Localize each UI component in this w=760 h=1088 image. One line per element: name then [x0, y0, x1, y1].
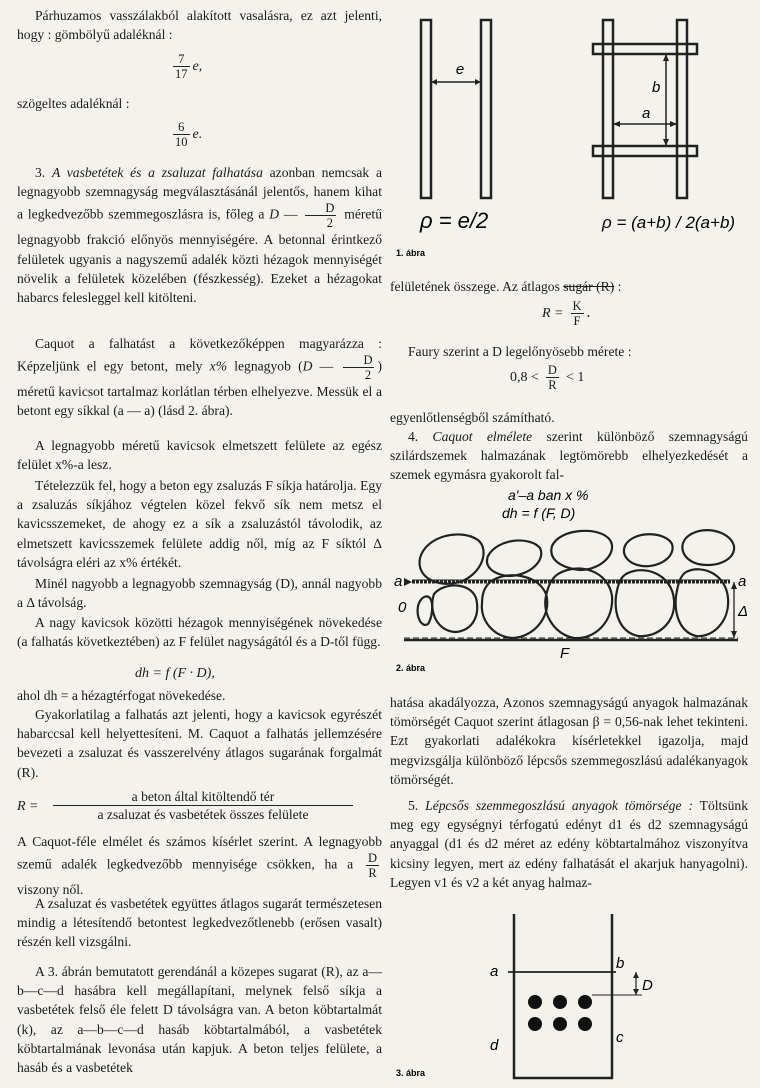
- pebble: [482, 575, 547, 638]
- paragraph: Minél nagyobb a legnagyobb szemnagyság (D), annál nagyobb a Δ távolság.: [17, 576, 382, 611]
- pebble: [545, 569, 612, 639]
- fig2-label-a-right: a: [738, 573, 747, 590]
- paragraph: szögeltes adaléknál :: [17, 96, 130, 111]
- pebble: [682, 530, 734, 565]
- section-title: A vasbetétek és a zsaluzat falhatása: [51, 165, 263, 180]
- section-title: Caquot elmélete: [432, 429, 533, 444]
- paragraph: felületének összege. Az átlagos sugár (R) :: [390, 279, 622, 294]
- section-4-paragraph: 4. Caquot elmélete szerint különböző szemnagyságú szilárdszemek halmazának legtömörebb elhelyezkedését a szemek egymásra gyakorolt fal-: [390, 429, 748, 483]
- section-3-paragraph: 3. A vasbetétek és a zsaluzat falhatása azonban nemcsak a legnagyobb szemnagyság megválasztásánál jelentős, hanem kihat a legkedvezőbb szemmegoszlásra is, főleg a D — $\frac{D}{2}$ méretű legnagyobb frakció előnyös mennyiségére. A betonnal érintkező felületek ugyanis a nagyszemű adalék közti hézagok mennyiségét növelik a felületek közelében (fészkesség). Ezeket a hézagokat habarcs felesleggel kell kitölteni.: [17, 165, 382, 306]
- pebble: [420, 534, 484, 583]
- paragraph: Caquot a falhatást a következőképpen magyarázza : Képzeljünk el egy betont, mely x% legnagyob (D — $\frac{D}{2}$ ) méretű kavicsot tartalmaz korlátlan térben elhelyezve. Messük el a betont egy síkkal (a — a) (lásd 2. ábra).: [17, 336, 382, 419]
- pebble: [487, 540, 541, 576]
- fig1-caption: 1. ábra: [396, 248, 426, 258]
- section-title: Lépcsős szemmegoszlású anyagok tömörsége :: [425, 798, 693, 813]
- rebar-dot: [553, 1017, 567, 1031]
- paragraph: hatása akadályozza, Azonos szemnagyságú anyagok halmazának tömörségét Caquot szerint átlagosan β = 0,56-nak lehet tekinteni. Ezt gyakorlati adalékokra kísérletekkel igazolja, majd megvizsgálja különböző lépcsős szemmegoszlású adalékanyagok tömörségét.: [390, 695, 748, 787]
- pebble: [551, 531, 612, 570]
- pebble: [418, 596, 433, 624]
- paragraph: A legnagyobb méretű kavicsok elmetszett felülete az egész felület x%-a lesz.: [17, 438, 382, 473]
- formula-angular: $\frac{6}{10}$ e.: [175, 120, 203, 149]
- fig1-label-a: a: [642, 105, 651, 122]
- fig1-bar-left: [421, 20, 431, 198]
- fig3-label-b: b: [616, 955, 625, 972]
- fig3-label-d: d: [490, 1037, 499, 1054]
- fig1-label-e: e: [455, 61, 465, 78]
- figure-2: [390, 478, 750, 678]
- rebar-dot: [578, 995, 592, 1009]
- section-5-paragraph: 5. Lépcsős szemmegoszlású anyagok tömörsége : Töltsünk meg egy egységnyi térfogatú edényt d1 és d2 szemnagyságú anyaggal (d1 és d2 méret az edény köbtartalmához viszonyítva kicsiny legyen, mert az edény falhatását el akarjuk hanyagolni). Legyen v1 és v2 a két anyag halmaz-: [390, 798, 748, 890]
- rebar-dot: [528, 995, 542, 1009]
- paragraph: Gyakorlatilag a falhatás azt jelenti, hogy a kavicsok egyrészét habarccsal kell helyettesíteni. M. Caquot a falhatás jellemzésére bevezeti a zsaluzat és vasszerelvény átlagos sugarának forgalmát (R).: [17, 707, 382, 780]
- fig3-label-c: c: [616, 1029, 624, 1046]
- fig3-caption: 3. ábra: [396, 1068, 426, 1078]
- fig2-label-zero: 0: [398, 599, 407, 616]
- paragraph: A Caquot-féle elmélet és számos kísérlet szerint. A legnagyobb szemű adalék legkedvezőbb mennyisége csökken, ha a $\frac{D}{R}$ viszony nől.: [17, 834, 382, 898]
- paragraph: A zsaluzat és vasbetétek együttes átlagos sugarát természetesen mindig a létesítendő betontest legkedvezőtlenebb (erősen vasalt) részén kell vizsgálni.: [17, 896, 382, 950]
- rebar-dot: [528, 1017, 542, 1031]
- fig3-label-a: a: [490, 963, 499, 980]
- formula-R-KF: R = $\frac{K}{F}$ .: [542, 299, 591, 328]
- formula-dh: dh = f (F · D),: [135, 666, 215, 681]
- paragraph: A nagy kavicsok közötti hézagok mennyiségének növekedése (a falhatás következtében) az F felület nagyságától és a D-től függ.: [17, 615, 382, 650]
- fig2-label-a-left: a: [394, 573, 403, 590]
- formula-round: $\frac{7}{17}$ e,: [175, 52, 203, 81]
- pebble: [624, 534, 673, 566]
- fig2-label-F: F: [560, 645, 570, 662]
- paragraph: Faury szerint a D legelőnyösebb mérete :: [408, 344, 632, 359]
- pebble: [432, 585, 477, 632]
- fig2-caption: 2. ábra: [396, 663, 426, 673]
- rebar-dot: [553, 995, 567, 1009]
- paragraph: A 3. ábrán bemutatott gerendánál a közepes sugarat (R), az a—b—c—d hasábra kell megállapítani, melynek felső síkja a vasbetétek felső éle felett D távolságra van. A beton köbtartalmát (k), az a—b—c—d hasáb köbtartalmából, a vasbetétek köbtartalmának levonása után kapjuk. A beton teljes felülete, a hasáb és a vasbetétek: [17, 964, 382, 1076]
- paragraph: egyenlőtlenségből számítható.: [390, 410, 555, 425]
- fig2-label-delta: Δ: [738, 603, 749, 620]
- pebble: [676, 569, 729, 636]
- paragraph: Tételezzük fel, hogy a beton egy zsaluzás F síkja határolja. Egy a zsaluzás síkjához végtelen közel fekvő sík nem metsz el kavicsszemeket, de ahogy ez a sík a zsaluzástól távolodik, az elmetszett kavicsszemek felülete addig nől, míg az F síktól Δ távolságra eléri az x% értékét.: [17, 478, 382, 570]
- formula-faury: 0,8 < $\frac{D}{R}$ < 1: [510, 363, 585, 392]
- fig2-note-1: a'–a ban x %: [508, 487, 589, 503]
- paragraph: ahol dh = a hézagtérfogat növekedése.: [17, 688, 226, 703]
- fig3-label-D: D: [642, 977, 653, 994]
- figure-3: [390, 908, 750, 1088]
- figure-1: [390, 0, 750, 260]
- fig1-label-b: b: [652, 79, 661, 96]
- fig2-note-2: dh = f (F, D): [502, 505, 576, 521]
- paragraph: Párhuzamos vasszálakból alakított vasalásra, ez azt jelenti, hogy : gömbölyű adaléknál :: [17, 8, 382, 43]
- fig1-rho-2: ρ = (a+b) / 2(a+b): [602, 213, 736, 232]
- fig1-rho-1: ρ = e/2: [420, 208, 489, 233]
- fig1-bar-right: [481, 20, 491, 198]
- rebar-dot: [578, 1017, 592, 1031]
